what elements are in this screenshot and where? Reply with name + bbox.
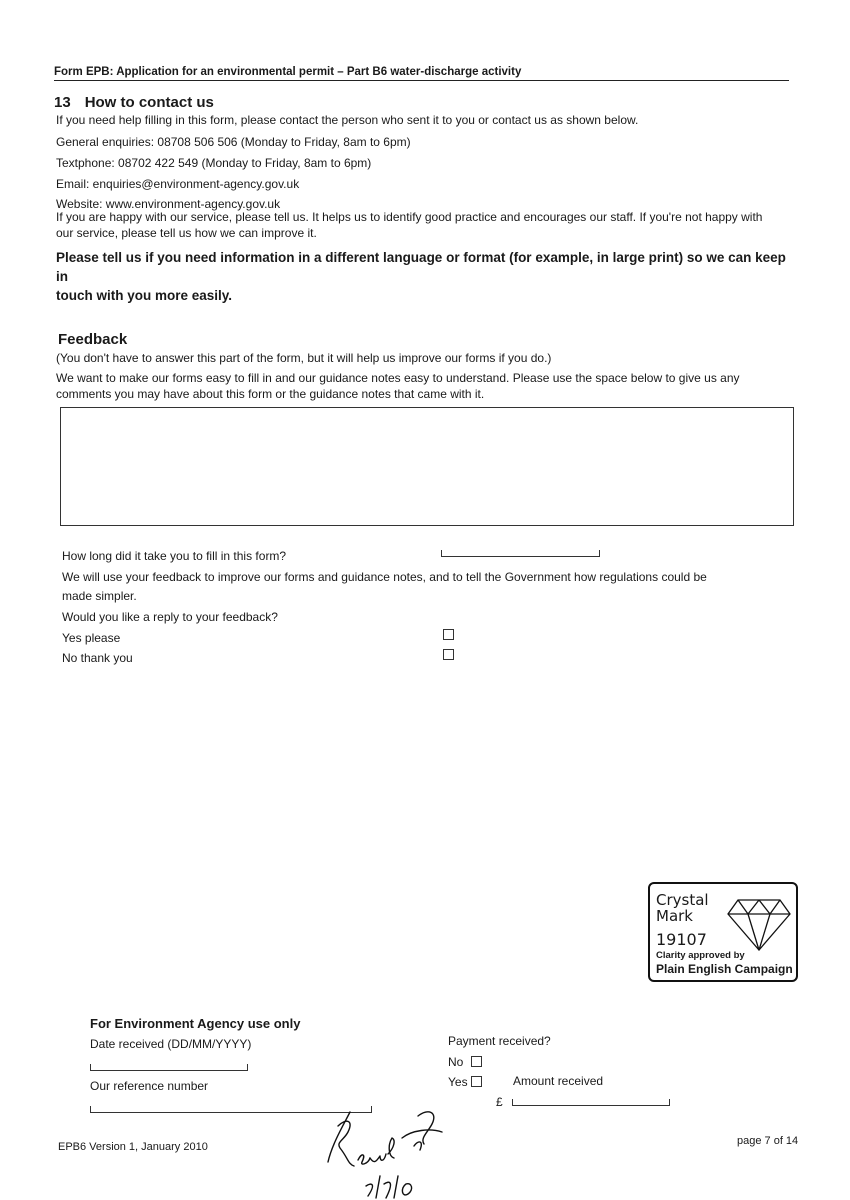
format-note (56, 248, 791, 305)
reply-question: Would you like a reply to your feedback? (62, 610, 278, 624)
website: Website: www.environment-agency.gov.uk (56, 197, 281, 211)
amount-received-label: Amount received (513, 1074, 604, 1088)
crystal-mark-name: Crystal Mark (656, 891, 709, 925)
header-rule (54, 80, 789, 81)
feedback-title: Feedback (58, 331, 128, 348)
crystal-mark-logo (648, 882, 798, 982)
contact-intro: If you need help filling in this form, please contact the person who sent it to you or contact us as shown below. (56, 113, 639, 127)
service-note-line: our service, please tell us how we can improve it. (56, 226, 317, 240)
feedback-use-line: We will use your feedback to improve our forms and guidance notes, and to tell the Government how regulations could be (62, 570, 707, 584)
handwritten-signature (318, 1104, 448, 1200)
feedback-comments-box[interactable] (60, 407, 794, 526)
no-thank-you-label: No thank you (62, 651, 133, 665)
email: Email: enquiries@environment-agency.gov.uk (56, 177, 300, 191)
payment-received-label: Payment received? (448, 1034, 551, 1048)
diamond-icon (726, 894, 792, 952)
section-title: How to contact us (84, 94, 214, 111)
crystal-mark-number: 19107 (656, 930, 707, 949)
feedback-instructions (56, 370, 791, 402)
payment-no-label: No (448, 1055, 464, 1069)
feedback-optional: (You don't have to answer this part of the form, but it will help us improve our forms if you do.) (56, 351, 552, 365)
yes-please-checkbox[interactable] (443, 629, 454, 640)
date-received-label: Date received (DD/MM/YYYY) (90, 1037, 252, 1051)
currency-symbol: £ (496, 1095, 503, 1109)
section-heading (54, 94, 214, 111)
instructions-line: comments you may have about this form or the guidance notes that came with it. (56, 387, 485, 401)
general-enquiries: General enquiries: 08708 506 506 (Monday to Friday, 8am to 6pm) (56, 135, 411, 149)
form-header-title: Form EPB: Application for an environmental permit – Part B6 water-discharge activity (54, 66, 522, 78)
crystal-mark-campaign: Plain English Campaign (656, 962, 793, 976)
crystal-mark-approved: Clarity approved by (656, 950, 745, 961)
no-thank-you-checkbox[interactable] (443, 649, 454, 660)
time-question: How long did it take you to fill in this form? (62, 549, 287, 563)
footer-version: EPB6 Version 1, January 2010 (58, 1141, 208, 1153)
agency-use-title: For Environment Agency use only (90, 1016, 301, 1031)
page-number: page 7 of 14 (737, 1135, 799, 1147)
format-note-line: touch with you more easily. (56, 288, 233, 303)
feedback-use (62, 566, 707, 604)
payment-yes-label: Yes (448, 1075, 468, 1089)
payment-no-checkbox[interactable] (471, 1056, 482, 1067)
format-note-line: Please tell us if you need information in a different language or format (for example, in large print) so we can keep in (56, 250, 786, 284)
service-note-line: If you are happy with our service, please tell us. It helps us to identify good practice and encourages our staff. If you're not happy with (56, 210, 763, 224)
time-input[interactable] (441, 550, 600, 557)
textphone: Textphone: 08702 422 549 (Monday to Friday, 8am to 6pm) (56, 156, 372, 170)
reference-number-label: Our reference number (90, 1079, 209, 1093)
amount-received-input[interactable] (512, 1099, 670, 1106)
yes-please-label: Yes please (62, 631, 121, 645)
date-received-input[interactable] (90, 1064, 248, 1071)
section-number: 13 (54, 94, 71, 111)
service-note (56, 209, 791, 241)
feedback-use-line: made simpler. (62, 589, 137, 603)
instructions-line: We want to make our forms easy to fill in and our guidance notes easy to understand. Please use the space below to give us any (56, 371, 740, 385)
payment-yes-checkbox[interactable] (471, 1076, 482, 1087)
